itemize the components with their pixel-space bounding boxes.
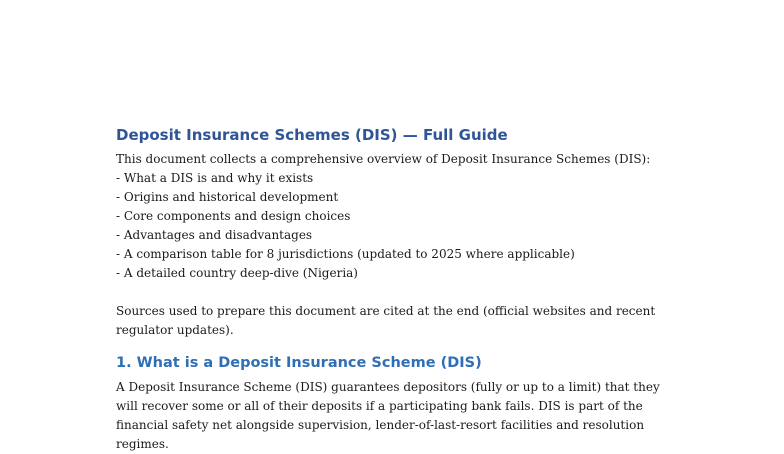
- intro-text: This document collects a comprehensive overview of Deposit Insurance Schemes (DIS):: [116, 152, 651, 166]
- paragraph-spacer: [116, 283, 676, 302]
- list-item: - What a DIS is and why it exists: [116, 171, 314, 185]
- list-item: - Origins and historical development: [116, 190, 339, 204]
- sources-text-line-1: Sources used to prepare this document are cited at the end (official websites and recent: [116, 304, 656, 318]
- sources-text-line-2: regulator updates).: [116, 323, 234, 337]
- list-item: - Advantages and disadvantages: [116, 228, 313, 242]
- overview-list: [116, 169, 676, 283]
- section-1-heading: 1. What is a Deposit Insurance Scheme (DIS): [116, 355, 482, 371]
- document-title: Deposit Insurance Schemes (DIS) — Full Guide: [116, 126, 508, 144]
- document-body: [116, 124, 676, 454]
- list-item: - A detailed country deep-dive (Nigeria): [116, 266, 358, 280]
- section-1-text-line-4: regimes.: [116, 437, 169, 451]
- section-1-text-line-3: financial safety net alongside supervision, lender-of-last-resort facilities and resolution: [116, 418, 645, 432]
- section-1-text-line-1: A Deposit Insurance Scheme (DIS) guarantees depositors (fully or up to a limit) that they: [116, 380, 660, 394]
- list-item: - A comparison table for 8 jurisdictions (updated to 2025 where applicable): [116, 247, 575, 261]
- section-1-text-line-2: will recover some or all of their deposits if a participating bank fails. DIS is part of the: [116, 399, 643, 413]
- list-item: - Core components and design choices: [116, 209, 351, 223]
